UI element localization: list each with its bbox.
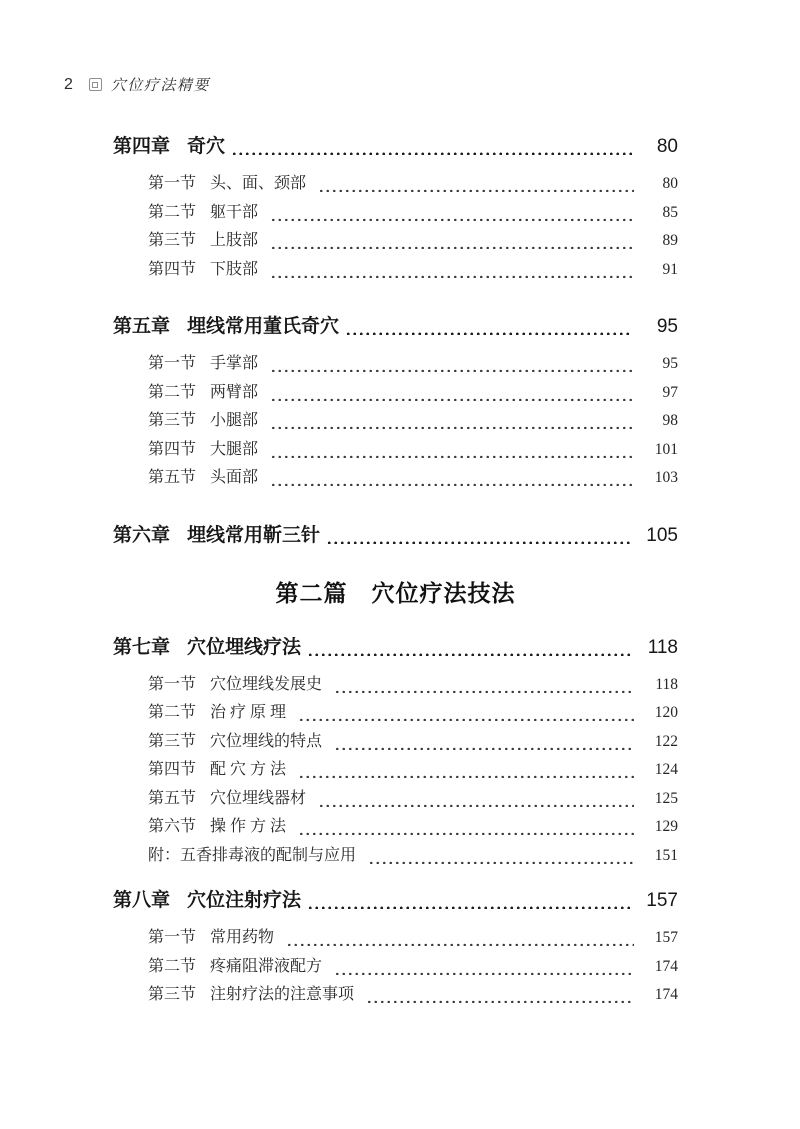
running-header-book-title: 穴位疗法精要 — [110, 78, 210, 94]
dot-leader — [296, 762, 634, 778]
section-title: 注射疗法的注意事项 — [210, 986, 355, 1003]
section-page-number: 85 — [662, 203, 678, 221]
appendix-page-number: 151 — [654, 846, 678, 864]
dot-leader — [364, 987, 634, 1003]
appendix-title: 五香排毒液的配制与应用 — [180, 846, 357, 864]
section-title: 穴位埋线器材 — [210, 789, 307, 807]
dot-leader — [316, 176, 634, 192]
section-title: 上肢部 — [210, 232, 259, 249]
chapter-number: 第七章 — [113, 636, 171, 658]
chapter-title: 埋线常用董氏奇穴 — [187, 316, 340, 337]
dot-leader — [268, 413, 634, 429]
section-title: 手掌部 — [210, 355, 259, 372]
toc-section-list — [148, 170, 678, 284]
section-page-number: 122 — [654, 732, 678, 750]
section-number: 第三节 — [148, 412, 197, 429]
section-title: 头、面、颈部 — [210, 175, 307, 192]
toc-section-row — [148, 464, 678, 493]
section-page-number: 125 — [654, 789, 678, 807]
dot-leader — [316, 791, 634, 807]
section-title: 配 穴 方 法 — [210, 761, 287, 778]
toc-section-row — [148, 953, 678, 982]
section-number: 第六节 — [148, 818, 197, 835]
toc-section-row — [148, 350, 678, 379]
section-number: 第一节 — [148, 355, 197, 372]
toc-section-row — [148, 699, 678, 728]
toc-section-row — [148, 785, 678, 814]
dot-leader — [268, 385, 634, 401]
section-title: 下肢部 — [210, 260, 259, 278]
toc-section-row — [148, 227, 678, 256]
section-number: 第一节 — [148, 175, 197, 192]
chapter-page-number: 157 — [646, 890, 678, 911]
section-title: 治 疗 原 理 — [210, 704, 287, 721]
section-page-number: 129 — [654, 818, 678, 835]
dot-leader — [268, 442, 634, 458]
section-title: 常用药物 — [210, 929, 275, 946]
toc-chapter-row — [113, 633, 678, 663]
chapter-number: 第五章 — [113, 316, 171, 337]
toc-section-list — [148, 350, 678, 493]
chapter-page-number: 80 — [656, 136, 678, 157]
dot-leader — [296, 705, 634, 721]
section-number: 第四节 — [148, 440, 197, 458]
toc-section-row — [148, 813, 678, 842]
dot-leader — [268, 356, 634, 372]
section-page-number: 89 — [662, 232, 678, 249]
toc-section-list — [148, 671, 678, 871]
section-page-number: 174 — [654, 957, 678, 975]
section-page-number: 157 — [654, 929, 678, 946]
section-title: 两臂部 — [210, 383, 259, 401]
chapter-number: 第八章 — [113, 890, 171, 911]
section-number: 第三节 — [148, 232, 197, 249]
section-title: 穴位埋线发展史 — [210, 675, 323, 693]
section-number: 第一节 — [148, 929, 197, 946]
section-title: 疼痛阻滞液配方 — [210, 957, 323, 975]
toc-section-row — [148, 379, 678, 408]
section-number: 第五节 — [148, 469, 197, 486]
section-page-number: 91 — [662, 260, 678, 278]
appendix-label: 附： — [148, 846, 181, 864]
toc-chapter-row — [113, 132, 678, 162]
dot-leader — [268, 470, 634, 486]
folio-page-number: 2 — [64, 75, 73, 93]
section-number: 第二节 — [148, 383, 197, 401]
dot-leader — [332, 677, 634, 693]
dot-leader — [366, 848, 634, 864]
section-number: 第二节 — [148, 203, 197, 221]
section-page-number: 101 — [654, 440, 678, 458]
section-number: 第三节 — [148, 732, 197, 750]
section-page-number: 174 — [654, 986, 678, 1003]
chapter-title: 穴位埋线疗法 — [187, 636, 302, 658]
dot-leader — [296, 819, 634, 835]
dot-leader — [332, 734, 634, 750]
section-number: 第二节 — [148, 704, 197, 721]
chapter-title: 奇穴 — [187, 136, 226, 157]
part-title — [113, 577, 678, 611]
dot-leader — [268, 205, 634, 221]
section-page-number: 124 — [654, 761, 678, 778]
section-page-number: 120 — [654, 704, 678, 721]
chapter-number: 第六章 — [113, 524, 171, 546]
section-number: 第四节 — [148, 761, 197, 778]
square-spiral-icon — [89, 78, 102, 91]
toc-section-list — [148, 924, 678, 1010]
toc-section-row — [148, 981, 678, 1010]
dot-leader — [268, 262, 634, 278]
dot-leader — [268, 233, 634, 249]
toc-chapter-row — [113, 521, 678, 551]
section-number: 第五节 — [148, 789, 197, 807]
section-page-number: 98 — [662, 412, 678, 429]
part-number: 第二篇 — [275, 580, 348, 606]
toc-section-row — [148, 170, 678, 199]
chapter-title: 埋线常用靳三针 — [187, 524, 321, 546]
table-of-contents — [113, 132, 678, 1010]
section-page-number: 80 — [662, 175, 678, 192]
section-page-number: 103 — [654, 469, 678, 486]
chapter-page-number: 105 — [646, 524, 678, 546]
section-title: 头面部 — [210, 469, 259, 486]
toc-section-row — [148, 756, 678, 785]
section-title: 小腿部 — [210, 412, 259, 429]
chapter-page-number: 118 — [647, 636, 678, 658]
dot-leader — [284, 930, 634, 946]
toc-section-row — [148, 671, 678, 700]
chapter-number: 第四章 — [113, 136, 171, 157]
section-page-number: 97 — [662, 383, 678, 401]
section-number: 第三节 — [148, 986, 197, 1003]
section-title: 穴位埋线的特点 — [210, 732, 323, 750]
section-number: 第一节 — [148, 675, 197, 693]
toc-section-row — [148, 407, 678, 436]
toc-chapter-row — [113, 312, 678, 342]
dot-leader — [324, 528, 632, 544]
toc-chapter-row — [113, 886, 678, 916]
section-title: 操 作 方 法 — [210, 818, 287, 835]
toc-section-row — [148, 256, 678, 285]
toc-section-row — [148, 924, 678, 953]
dot-leader — [229, 139, 632, 155]
toc-appendix-row — [148, 842, 678, 871]
running-header — [64, 74, 210, 95]
dot-leader — [343, 319, 632, 335]
toc-section-row — [148, 728, 678, 757]
dot-leader — [305, 893, 632, 909]
toc-section-row — [148, 199, 678, 228]
dot-leader — [332, 959, 634, 975]
toc-section-row — [148, 436, 678, 465]
section-title: 大腿部 — [210, 440, 259, 458]
part-name: 穴位疗法技法 — [371, 580, 516, 606]
square-spiral-icon-inner — [92, 82, 98, 88]
section-number: 第四节 — [148, 260, 197, 278]
section-page-number: 118 — [655, 675, 678, 693]
chapter-title: 穴位注射疗法 — [187, 890, 302, 911]
section-title: 躯干部 — [210, 203, 259, 221]
section-page-number: 95 — [662, 355, 678, 372]
dot-leader — [305, 640, 632, 656]
section-number: 第二节 — [148, 957, 197, 975]
chapter-page-number: 95 — [656, 316, 678, 337]
